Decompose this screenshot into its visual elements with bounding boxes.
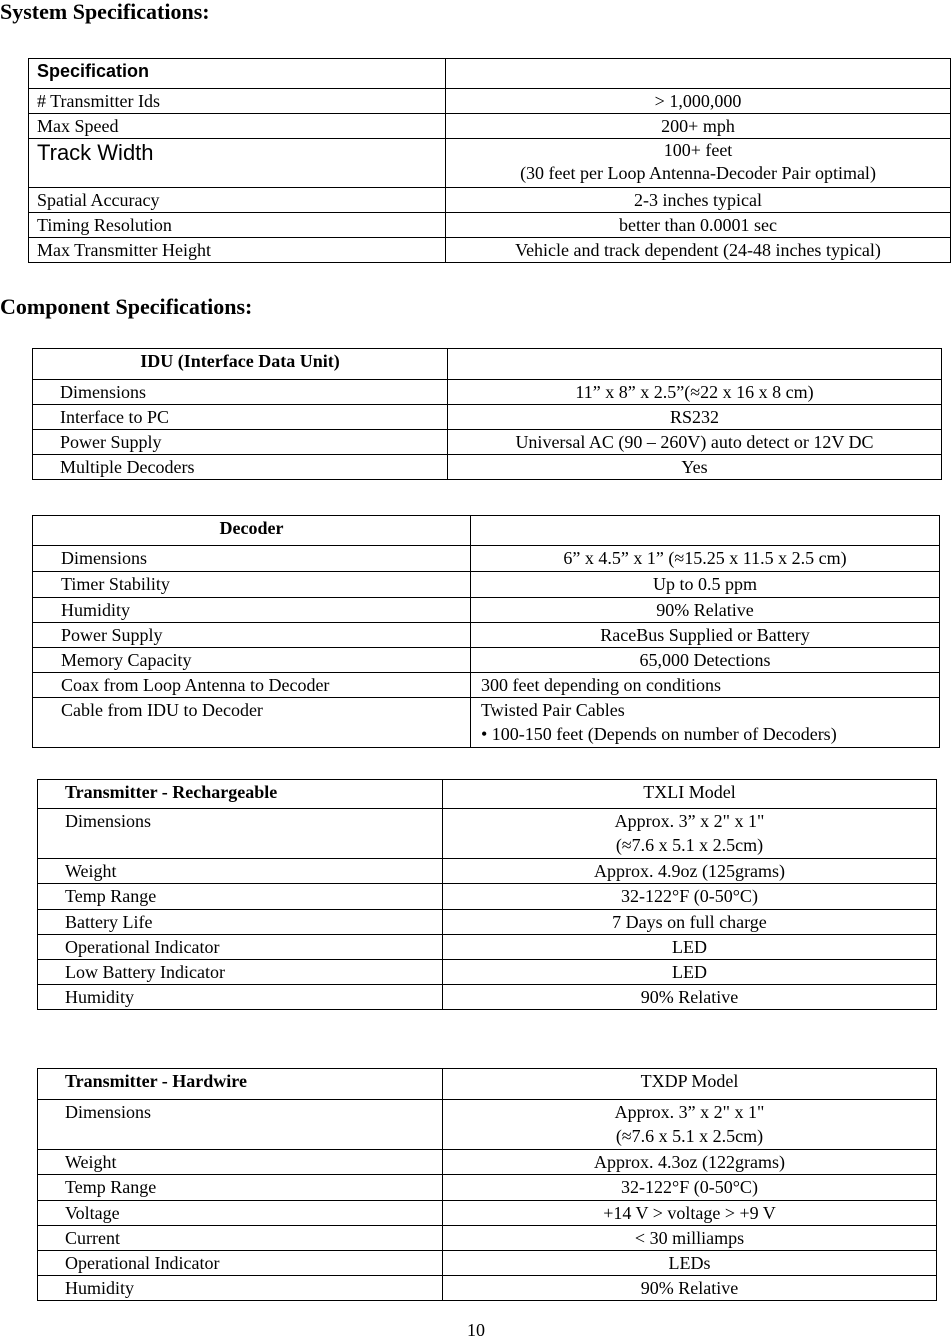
table-row — [33, 380, 942, 405]
table-row — [38, 884, 937, 910]
row-label: Temp Range — [38, 1175, 443, 1201]
row-label: Spatial Accuracy — [29, 188, 446, 213]
table-row — [38, 910, 937, 935]
row-value: 90% Relative — [443, 985, 937, 1010]
table-row — [33, 673, 940, 698]
row-value: 11” x 8” x 2.5”(≈22 x 16 x 8 cm) — [448, 380, 942, 405]
row-value-line-2: (30 feet per Loop Antenna-Decoder Pair optimal) — [520, 163, 876, 183]
row-label: Memory Capacity — [33, 648, 471, 673]
row-value: Universal AC (90 – 260V) auto detect or 12V DC — [448, 430, 942, 455]
tx-hardwire-header-label: Transmitter - Hardwire — [38, 1069, 443, 1100]
row-value: 2-3 inches typical — [446, 188, 951, 213]
system-specifications-heading: System Specifications: — [0, 0, 210, 24]
row-label: Power Supply — [33, 430, 448, 455]
table-row — [38, 1226, 937, 1251]
table-row — [33, 405, 942, 430]
tx-rechargeable-spec-table — [37, 779, 937, 1010]
row-label: Cable from IDU to Decoder — [33, 698, 471, 748]
row-label: Humidity — [38, 1276, 443, 1301]
row-label: Max Speed — [29, 114, 446, 139]
table-row — [33, 572, 940, 598]
table-row — [38, 859, 937, 884]
tx-rechargeable-model: TXLI Model — [443, 780, 937, 809]
row-label: Current — [38, 1226, 443, 1251]
table-row — [29, 139, 951, 188]
row-label: Power Supply — [33, 623, 471, 648]
table-row — [38, 1150, 937, 1175]
table-row — [29, 213, 951, 238]
row-value: Yes — [448, 455, 942, 480]
table-header-row — [29, 59, 951, 89]
row-value: < 30 milliamps — [443, 1226, 937, 1251]
row-value: +14 V > voltage > +9 V — [443, 1201, 937, 1226]
table-row — [38, 809, 937, 859]
page-number: 10 — [467, 1320, 485, 1340]
row-label: Low Battery Indicator — [38, 960, 443, 985]
row-label: Timer Stability — [33, 572, 471, 598]
row-label: Weight — [38, 859, 443, 884]
system-spec-table — [28, 58, 951, 263]
table-row — [29, 188, 951, 213]
table-row — [38, 1100, 937, 1150]
table-header-row — [33, 516, 940, 546]
row-label: Track Width — [29, 139, 446, 188]
row-value: LEDs — [443, 1251, 937, 1276]
row-label: Dimensions — [33, 380, 448, 405]
row-label: Voltage — [38, 1201, 443, 1226]
decoder-header-value — [471, 516, 940, 546]
table-row — [38, 1276, 937, 1301]
decoder-spec-table — [32, 515, 940, 748]
row-label: # Transmitter Ids — [29, 89, 446, 114]
row-value-line-2: • 100-150 feet (Depends on number of Decoders) — [481, 724, 837, 744]
row-value-line-1: Approx. 3” x 2" x 1" — [614, 1102, 765, 1122]
tx-hardwire-spec-table — [37, 1068, 937, 1301]
table-row — [38, 1251, 937, 1276]
table-row — [38, 960, 937, 985]
row-label: Timing Resolution — [29, 213, 446, 238]
row-label: Battery Life — [38, 910, 443, 935]
row-value-line-2: (≈7.6 x 5.1 x 2.5cm) — [615, 1126, 764, 1146]
row-value: better than 0.0001 sec — [446, 213, 951, 238]
row-label: Weight — [38, 1150, 443, 1175]
table-row — [33, 698, 940, 748]
tx-hardwire-model: TXDP Model — [443, 1069, 937, 1100]
row-value-line-1: 100+ feet — [663, 140, 733, 160]
row-label: Dimensions — [33, 546, 471, 572]
row-value — [471, 698, 940, 748]
row-value: LED — [443, 960, 937, 985]
row-value: 7 Days on full charge — [443, 910, 937, 935]
table-row — [29, 114, 951, 139]
table-row — [38, 985, 937, 1010]
table-row — [33, 546, 940, 572]
table-header-row — [33, 349, 942, 380]
row-value-line-1: Twisted Pair Cables — [481, 700, 625, 720]
table-row — [33, 598, 940, 623]
row-value: Approx. 4.9oz (125grams) — [443, 859, 937, 884]
row-value: 90% Relative — [471, 598, 940, 623]
row-value: 6” x 4.5” x 1” (≈15.25 x 11.5 x 2.5 cm) — [471, 546, 940, 572]
row-label: Dimensions — [38, 809, 443, 859]
row-label: Coax from Loop Antenna to Decoder — [33, 673, 471, 698]
row-value: Up to 0.5 ppm — [471, 572, 940, 598]
row-value — [443, 809, 937, 859]
idu-header-label: IDU (Interface Data Unit) — [33, 349, 448, 380]
idu-spec-table — [32, 348, 942, 480]
tx-rechargeable-header-label: Transmitter - Rechargeable — [38, 780, 443, 809]
row-value: Approx. 4.3oz (122grams) — [443, 1150, 937, 1175]
table-row — [29, 89, 951, 114]
row-value: Vehicle and track dependent (24-48 inches typical) — [446, 238, 951, 263]
row-value: RS232 — [448, 405, 942, 430]
table-row — [33, 623, 940, 648]
row-value-line-1: Approx. 3” x 2" x 1" — [614, 811, 765, 831]
spec-header-value — [446, 59, 951, 89]
row-label: Humidity — [38, 985, 443, 1010]
table-row — [38, 1175, 937, 1201]
component-specifications-heading: Component Specifications: — [0, 294, 253, 319]
spec-header-label: Specification — [29, 59, 446, 89]
decoder-header-label: Decoder — [33, 516, 471, 546]
table-row — [38, 935, 937, 960]
row-value: 300 feet depending on conditions — [471, 673, 940, 698]
row-value: 32-122°F (0-50°C) — [443, 884, 937, 910]
row-value: 90% Relative — [443, 1276, 937, 1301]
row-value — [446, 139, 951, 188]
row-label: Humidity — [33, 598, 471, 623]
row-value: 32-122°F (0-50°C) — [443, 1175, 937, 1201]
row-value: RaceBus Supplied or Battery — [471, 623, 940, 648]
table-header-row — [38, 1069, 937, 1100]
row-value — [443, 1100, 937, 1150]
table-row — [29, 238, 951, 263]
row-label: Dimensions — [38, 1100, 443, 1150]
row-value: 200+ mph — [446, 114, 951, 139]
table-row — [38, 1201, 937, 1226]
row-label: Operational Indicator — [38, 935, 443, 960]
table-row — [33, 648, 940, 673]
row-value-line-2: (≈7.6 x 5.1 x 2.5cm) — [615, 835, 764, 855]
row-value: 65,000 Detections — [471, 648, 940, 673]
row-label: Max Transmitter Height — [29, 238, 446, 263]
table-header-row — [38, 780, 937, 809]
table-row — [33, 430, 942, 455]
table-row — [33, 455, 942, 480]
row-value: > 1,000,000 — [446, 89, 951, 114]
row-label: Temp Range — [38, 884, 443, 910]
idu-header-value — [448, 349, 942, 380]
row-label: Interface to PC — [33, 405, 448, 430]
row-label: Operational Indicator — [38, 1251, 443, 1276]
row-value: LED — [443, 935, 937, 960]
row-label: Multiple Decoders — [33, 455, 448, 480]
